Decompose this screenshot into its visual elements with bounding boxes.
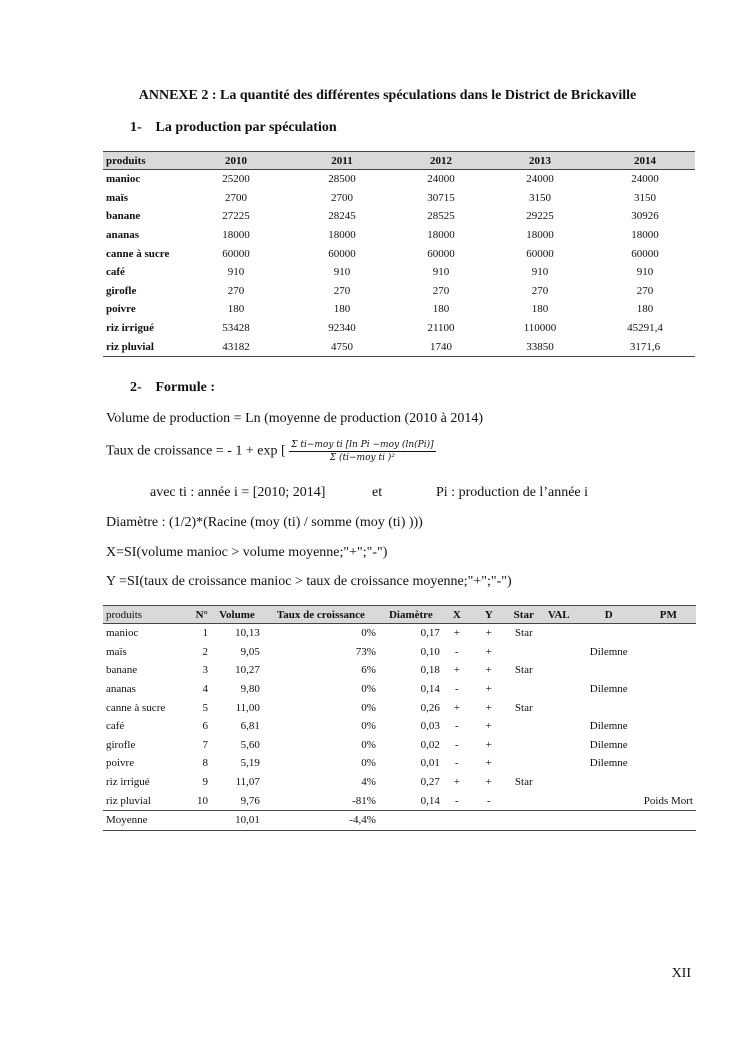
production-value: 180 xyxy=(636,303,654,316)
section-2-label: Formule : xyxy=(155,380,215,395)
x-value: - xyxy=(454,738,459,751)
bcg-table-header xyxy=(103,606,696,624)
production-value: 33850 xyxy=(485,337,595,356)
production-value: 60000 xyxy=(526,247,554,260)
d-value xyxy=(577,624,641,643)
pm-value xyxy=(641,736,696,755)
production-value: 910 xyxy=(333,266,351,279)
y-value: + xyxy=(485,738,492,751)
star-value xyxy=(507,791,541,810)
product-name: riz pluvial xyxy=(106,794,151,807)
row-number: 9 xyxy=(202,776,208,789)
volume-value: 10,27 xyxy=(235,664,260,677)
production-value: 180 xyxy=(333,303,351,316)
volume-value: 5,19 xyxy=(240,757,260,770)
taux-value: 73% xyxy=(355,645,376,658)
formula-et: et xyxy=(372,485,383,500)
y-value: + xyxy=(485,664,492,677)
row-number: 8 xyxy=(202,757,208,770)
formula-volume: Volume de production = Ln (moyenne de production (2010 à 2014) xyxy=(106,411,484,426)
production-value: 3171,6 xyxy=(595,337,695,356)
volume-value: 10,13 xyxy=(235,627,260,640)
production-value: 180 xyxy=(432,303,450,316)
header-produits: produits xyxy=(103,152,185,170)
product-name: canne à sucre xyxy=(106,247,170,260)
empty-cell xyxy=(541,810,577,830)
table-row xyxy=(103,282,695,301)
product-name: banane xyxy=(106,210,141,223)
production-value: 28500 xyxy=(328,173,356,186)
table-row xyxy=(103,170,695,189)
pm-value xyxy=(641,643,696,662)
production-value: 3150 xyxy=(529,191,551,204)
production-value: 4750 xyxy=(287,337,397,356)
table-row xyxy=(103,773,696,792)
star-value xyxy=(507,680,541,699)
production-value: 43182 xyxy=(185,337,287,356)
val-value xyxy=(541,624,577,643)
mean-taux: -4,4% xyxy=(263,810,379,830)
pm-value: Poids Mort xyxy=(643,794,693,807)
row-number: 6 xyxy=(202,720,208,733)
production-value: 30715 xyxy=(427,191,455,204)
product-name: riz irrigué xyxy=(106,776,150,789)
diametre-value: 0,14 xyxy=(420,683,440,696)
header-volume: Volume xyxy=(211,606,263,624)
section-2-number: 2- xyxy=(130,380,142,395)
mean-label: Moyenne xyxy=(103,810,183,830)
d-value xyxy=(577,698,641,717)
header-2010: 2010 xyxy=(185,152,287,170)
y-value: - xyxy=(486,794,491,807)
product-name: banane xyxy=(106,664,138,677)
section-1-label: La production par spéculation xyxy=(155,120,337,135)
production-value: 24000 xyxy=(631,173,659,186)
empty-cell xyxy=(577,810,641,830)
taux-value: 0% xyxy=(361,627,376,640)
header-produits: produits xyxy=(103,606,183,624)
diametre-value: 0,18 xyxy=(420,664,440,677)
product-name: girofle xyxy=(106,284,137,297)
table-row xyxy=(103,791,696,810)
product-name: café xyxy=(106,266,125,279)
pm-value xyxy=(641,698,696,717)
taux-value: 0% xyxy=(361,738,376,751)
product-name: maïs xyxy=(106,191,128,204)
val-value xyxy=(541,661,577,680)
production-value: 180 xyxy=(227,303,245,316)
table-row xyxy=(103,226,695,245)
production-table-header xyxy=(103,152,695,170)
diametre-value: 0,10 xyxy=(420,645,440,658)
star-value xyxy=(507,717,541,736)
d-value: Dilemne xyxy=(589,738,628,751)
diametre-value: 0,03 xyxy=(420,720,440,733)
x-value: - xyxy=(454,720,459,733)
row-number: 4 xyxy=(202,683,208,696)
product-name: riz irrigué xyxy=(106,322,154,335)
taux-value: 6% xyxy=(361,664,376,677)
table-row xyxy=(103,189,695,208)
production-value: 18000 xyxy=(526,229,554,242)
table-row xyxy=(103,680,696,699)
formula-avec: avec ti : année i = [2010; 2014] xyxy=(150,485,326,500)
star-value: Star xyxy=(514,627,533,640)
diametre-value: 0,26 xyxy=(420,701,440,714)
production-value: 180 xyxy=(531,303,549,316)
volume-value: 9,76 xyxy=(240,794,260,807)
volume-value: 5,60 xyxy=(240,738,260,751)
taux-value: 0% xyxy=(361,683,376,696)
mean-row xyxy=(103,810,696,830)
section-1-heading xyxy=(130,120,337,136)
val-value xyxy=(541,680,577,699)
production-value: 18000 xyxy=(222,229,250,242)
production-value: 18000 xyxy=(631,229,659,242)
production-value: 92340 xyxy=(328,322,356,335)
table-row xyxy=(103,263,695,282)
formula-y: Y =SI(taux de croissance manioc > taux de croissance moyenne;"+";"-") xyxy=(106,574,512,589)
header-numero: N° xyxy=(183,606,211,624)
y-value: + xyxy=(485,776,492,789)
d-value xyxy=(577,791,641,810)
production-value: 30926 xyxy=(631,210,659,223)
product-name: canne à sucre xyxy=(106,701,166,714)
formula-taux-fraction xyxy=(289,440,435,463)
empty-cell xyxy=(443,810,471,830)
d-value: Dilemne xyxy=(589,720,628,733)
production-value: 910 xyxy=(636,266,654,279)
formula-pi: Pi : production de l’année i xyxy=(436,485,589,500)
production-value: 270 xyxy=(531,284,549,297)
header-d: D xyxy=(577,606,641,624)
taux-value: 0% xyxy=(361,701,376,714)
header-2013: 2013 xyxy=(485,152,595,170)
formula-taux xyxy=(106,440,436,463)
header-2014: 2014 xyxy=(595,152,695,170)
empty-cell xyxy=(379,810,443,830)
product-name: manioc xyxy=(106,173,141,186)
production-value: 2700 xyxy=(225,191,247,204)
header-val: VAL xyxy=(541,606,577,624)
star-value: Star xyxy=(514,701,533,714)
val-value xyxy=(541,643,577,662)
table-row xyxy=(103,337,695,356)
val-value xyxy=(541,773,577,792)
d-value xyxy=(577,661,641,680)
row-number: 3 xyxy=(202,664,208,677)
header-2012: 2012 xyxy=(397,152,485,170)
production-value: 60000 xyxy=(427,247,455,260)
production-value: 910 xyxy=(432,266,450,279)
production-value: 24000 xyxy=(427,173,455,186)
diametre-value: 0,02 xyxy=(420,738,440,751)
table-row xyxy=(103,300,695,319)
production-value: 3150 xyxy=(634,191,656,204)
star-value xyxy=(507,736,541,755)
pm-value xyxy=(641,754,696,773)
mean-number xyxy=(183,810,211,830)
row-number: 2 xyxy=(202,645,208,658)
y-value: + xyxy=(485,720,492,733)
production-value: 910 xyxy=(531,266,549,279)
pm-value xyxy=(641,773,696,792)
production-value: 25200 xyxy=(222,173,250,186)
empty-cell xyxy=(641,810,696,830)
production-value: 27225 xyxy=(222,210,250,223)
x-value: - xyxy=(454,645,459,658)
y-value: + xyxy=(485,701,492,714)
val-value xyxy=(541,717,577,736)
production-value: 60000 xyxy=(222,247,250,260)
pm-value xyxy=(641,624,696,643)
formula-taux-denominator: Σ (ti−moy ti )² xyxy=(329,453,395,463)
production-table xyxy=(103,151,695,357)
empty-cell xyxy=(471,810,507,830)
diametre-value: 0,01 xyxy=(420,757,440,770)
production-value: 910 xyxy=(227,266,245,279)
taux-value: 0% xyxy=(361,720,376,733)
product-name: café xyxy=(106,720,125,733)
star-value: Star xyxy=(514,776,533,789)
val-value xyxy=(541,791,577,810)
page-number: XII xyxy=(671,966,691,981)
production-value: 18000 xyxy=(328,229,356,242)
production-value: 24000 xyxy=(526,173,554,186)
formula-x: X=SI(volume manioc > volume moyenne;"+";"-") xyxy=(106,545,388,560)
production-value: 270 xyxy=(333,284,351,297)
star-value xyxy=(507,754,541,773)
section-2-heading xyxy=(130,380,215,396)
pm-value xyxy=(641,661,696,680)
product-name: poivre xyxy=(106,303,136,316)
volume-value: 9,05 xyxy=(240,645,260,658)
volume-value: 11,07 xyxy=(235,776,260,789)
x-value: + xyxy=(453,776,460,789)
production-value: 45291,4 xyxy=(627,322,663,335)
production-value: 53428 xyxy=(222,322,250,335)
table-row xyxy=(103,661,696,680)
table-row xyxy=(103,736,696,755)
taux-value: 0% xyxy=(361,757,376,770)
production-value: 21100 xyxy=(427,322,455,335)
product-name: poivre xyxy=(106,757,135,770)
production-value: 18000 xyxy=(427,229,455,242)
formula-taux-numerator: Σ ti−moy ti [ln Pi −moy (ln(Pi)] xyxy=(291,440,434,450)
x-value: + xyxy=(453,664,460,677)
row-number: 1 xyxy=(202,627,208,640)
diametre-value: 0,27 xyxy=(420,776,440,789)
d-value: Dilemne xyxy=(589,757,628,770)
val-value xyxy=(541,754,577,773)
formula-taux-prefix: Taux de croissance = - 1 + exp [ xyxy=(106,443,286,459)
x-value: - xyxy=(454,794,459,807)
pm-value xyxy=(641,680,696,699)
val-value xyxy=(541,698,577,717)
table-row xyxy=(103,698,696,717)
d-value: Dilemne xyxy=(589,683,628,696)
pm-value xyxy=(641,717,696,736)
y-value: + xyxy=(485,627,492,640)
y-value: + xyxy=(485,683,492,696)
volume-value: 6,81 xyxy=(240,720,260,733)
product-name: maïs xyxy=(106,645,127,658)
mean-volume: 10,01 xyxy=(211,810,263,830)
annex-title: ANNEXE 2 : La quantité des différentes spéculations dans le District de Brickaville xyxy=(138,88,637,103)
production-value: 28525 xyxy=(427,210,455,223)
formula-diametre: Diamètre : (1/2)*(Racine (moy (ti) / somme (moy (ti) ))) xyxy=(106,515,423,530)
header-diametre: Diamètre xyxy=(379,606,443,624)
header-y: Y xyxy=(471,606,507,624)
table-row xyxy=(103,624,696,643)
table-row xyxy=(103,244,695,263)
row-number: 5 xyxy=(202,701,208,714)
val-value xyxy=(541,736,577,755)
header-x: X xyxy=(443,606,471,624)
bcg-table xyxy=(103,605,696,831)
product-name: ananas xyxy=(106,229,140,242)
header-2011: 2011 xyxy=(287,152,397,170)
x-value: - xyxy=(454,683,459,696)
x-value: - xyxy=(454,757,459,770)
header-taux: Taux de croissance xyxy=(263,606,379,624)
table-row xyxy=(103,319,695,338)
section-1-number: 1- xyxy=(130,120,142,135)
x-value: + xyxy=(453,627,460,640)
d-value: Dilemne xyxy=(589,645,628,658)
production-value: 270 xyxy=(227,284,245,297)
diametre-value: 0,17 xyxy=(420,627,440,640)
row-number: 10 xyxy=(196,794,208,807)
y-value: + xyxy=(485,645,492,658)
header-pm: PM xyxy=(641,606,696,624)
production-value: 270 xyxy=(636,284,654,297)
taux-value: -81% xyxy=(352,794,376,807)
taux-value: 4% xyxy=(361,776,376,789)
table-row xyxy=(103,643,696,662)
production-value: 270 xyxy=(432,284,450,297)
table-row xyxy=(103,717,696,736)
product-name: riz pluvial xyxy=(103,337,185,356)
volume-value: 11,00 xyxy=(235,701,260,714)
table-row xyxy=(103,754,696,773)
production-value: 1740 xyxy=(397,337,485,356)
y-value: + xyxy=(485,757,492,770)
empty-cell xyxy=(507,810,541,830)
production-value: 60000 xyxy=(631,247,659,260)
production-value: 60000 xyxy=(328,247,356,260)
d-value xyxy=(577,773,641,792)
row-number: 7 xyxy=(202,738,208,751)
production-value: 110000 xyxy=(523,322,557,335)
table-row xyxy=(103,207,695,226)
product-name: girofle xyxy=(106,738,136,751)
production-value: 28245 xyxy=(328,210,356,223)
production-value: 29225 xyxy=(526,210,554,223)
star-value xyxy=(507,643,541,662)
x-value: + xyxy=(453,701,460,714)
product-name: ananas xyxy=(106,683,136,696)
volume-value: 9,80 xyxy=(240,683,260,696)
header-star: Star xyxy=(507,606,541,624)
star-value: Star xyxy=(514,664,533,677)
production-value: 2700 xyxy=(331,191,353,204)
product-name: manioc xyxy=(106,627,139,640)
diametre-value: 0,14 xyxy=(420,794,440,807)
